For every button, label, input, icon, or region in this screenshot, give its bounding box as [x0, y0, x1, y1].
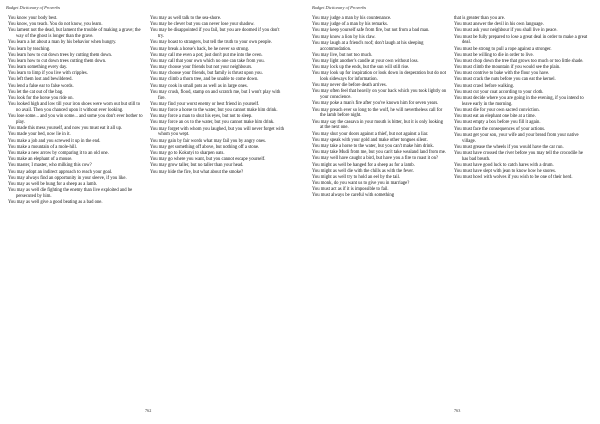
proverb-entry: You may lock up the ends, but the sun will still rise.: [312, 65, 410, 71]
proverb-entry: You might as well try to hold an eel by the tail.: [312, 174, 401, 180]
proverb-entry: You must chop down the tree that grows too much or too little shade.: [454, 58, 584, 64]
proverb-entry: You learn how to cut down trees cutting them down.: [8, 58, 107, 64]
proverb-entry: You may preach ever so long to the wolf, he will nevertheless call for the lamb before night.: [312, 107, 443, 119]
proverb-entry: You must eat an elephant one bite at a time.: [454, 114, 536, 120]
proverb-entry: You must have crossed the river before you may tell the crocodile he has bad breath.: [454, 150, 583, 162]
proverb-entry: You left them lost and bewildered.: [8, 77, 73, 83]
proverb-entry: You might as well be hanged for a sheep as for a lamb.: [312, 162, 415, 168]
proverb-entry: You learn something every day.: [8, 65, 68, 71]
proverb-entry: You may forget with whom you laughed, but you will never forget with whom you wept.: [150, 126, 285, 138]
proverb-entry: You must die for your own sacred conviction.: [454, 108, 540, 114]
proverb-entry: You might as well die with the chills as with the fever.: [312, 168, 414, 174]
proverb-entry: You may choose your friends but not your neighbours.: [150, 65, 253, 71]
proverb-entry: You may call me even a pot; just don't put me into the oven.: [150, 52, 263, 58]
proverb-entry: You made this mess yourself, and now you must eat it all up.: [8, 126, 123, 132]
proverb-entry: You must empty a box before you fill it again.: [454, 120, 541, 126]
proverb-entry: You make an elephant of a mouse.: [8, 157, 73, 163]
proverb-entry: You may poke a man's fire after you've known him for seven years.: [312, 101, 439, 107]
proverb-entry: You may go to Kokutyi to sharpen oats.: [150, 150, 225, 156]
proverb-entry: You may take a horse to the water, but you can't make him drink.: [312, 143, 434, 149]
proverb-entry: You may live, but not too much.: [312, 52, 373, 58]
proverb-entry: You make a job and you screwed it up in the end.: [8, 138, 101, 144]
running-head: Budget Dictionary of Proverbs: [6, 5, 61, 10]
proverb-entry: You may cook in small pots as well as in large ones.: [150, 83, 248, 89]
proverb-entry: You may be clever but you can never lose your shadow.: [150, 22, 255, 28]
proverb-entry: that is greater than you are.: [454, 16, 506, 21]
proverb-entry: You must crawl before walking.: [454, 83, 515, 89]
proverb-entry: You may as well die fighting the enemy than live exploited and be persecuted by him.: [8, 188, 133, 199]
left-page: [0, 0, 296, 424]
proverb-entry: You may take Mudi from me, but you can't take wealand land from me.: [312, 150, 447, 156]
proverb-entry: You learn by teaching.: [8, 46, 51, 52]
proverb-entry: You may as well talk to the sea-shore.: [150, 16, 222, 21]
proverb-entry: You must have good luck to catch hares with a drum.: [454, 162, 554, 168]
proverb-entry: You may force a man to shut his eyes, but not to sleep.: [150, 114, 253, 120]
proverb-entry: You may be disappointed if you fail, but you are doomed if you don't try.: [150, 28, 280, 40]
proverb-entry: You know your body best.: [8, 16, 58, 21]
proverb-entry: You learn to limp if you live with cripples.: [8, 71, 88, 77]
proverb-entry: You may always find an opportunity in your sleeve, if you like.: [8, 175, 127, 181]
proverb-entry: You may crush, flood, stamp on and scratch me, but I won't play with fire.: [150, 89, 281, 101]
proverb-entry: You may know a lion by his claw.: [312, 34, 376, 40]
proverb-entry: You let the cat out of the bag.: [8, 89, 64, 95]
proverb-entry: You may find your worst enemy or best friend in yourself.: [150, 101, 260, 107]
proverb-entry: You may speak with your gold and make other tongues silent.: [312, 137, 428, 143]
proverb-entry: You may force an ox to the water, but you cannot make him drink.: [150, 120, 275, 126]
proverb-entry: You master, I master, who milking this cow?: [8, 163, 92, 169]
proverb-entry: You may say the cassava in your mouth is bitter, but it is only looking at the next one.: [312, 119, 443, 131]
proverb-entry: You must answer the devil in his own language.: [454, 22, 544, 28]
proverb-entry: You must get your son, your wife and your bread from your native village.: [454, 132, 579, 144]
proverb-entry: You lose some... and you win some... and some you don't ever bother to play.: [8, 114, 143, 126]
proverb-entry: You must always be careful with something: [312, 193, 395, 199]
proverb-entry: You may call that your own which no one can take from you.: [150, 58, 265, 64]
proverb-entry: You make a new arrow by comparing it to an old one.: [8, 150, 109, 156]
proverb-entry: You must howl with wolves if you wish to be one of their herd.: [454, 175, 573, 181]
proverb-entry: You must decide where you are going in the evening, if you intend to leave early in the morning.: [454, 96, 584, 107]
page-number: 762: [145, 408, 152, 413]
proverb-entry: You may as well be hung for a sheep as a lamb.: [8, 181, 98, 187]
proverb-entry: You must have slept with jean to know how he snores.: [454, 169, 556, 175]
proverb-entry: You may boast to strangers, but tell the truth to your own people.: [150, 40, 272, 46]
proverb-entry: You may well have caught a bird, but have you a fire to roast it on?: [312, 156, 439, 162]
proverb-entry: You may climb a thorn tree, and be unable to come down.: [150, 77, 259, 83]
proverb-entry: You may look up for inspiration or look down in desperation but do not look sideways for information.: [312, 71, 447, 83]
running-head: Budget Dictionary of Proverbs: [312, 5, 367, 10]
proverb-entry: You may keep yourself safe from fire, but not from a bad man.: [312, 28, 430, 34]
proverb-entry: You look for the horse you ride on.: [8, 96, 74, 102]
proverb-entry: You must ask your neighbour if you shall live in peace.: [454, 28, 558, 34]
proverb-entry: You may get something off above, but nothing off a stone.: [150, 144, 260, 150]
left-page-column-2: [150, 16, 285, 176]
proverb-entry: You may go where you want, but you cannot escape yourself.: [150, 157, 266, 163]
proverb-entry: You may adopt an indirect approach to reach your goal.: [8, 169, 113, 175]
proverb-entry: You must be fully prepared to lose a great deal in order to make a great deal.: [454, 34, 588, 46]
proverb-entry: You monk, do you want us to give you in marriage?: [312, 181, 410, 187]
proverb-entry: You must crack the nuts before you can eat the kernel.: [454, 77, 556, 83]
proverb-entry: You may judge of a man by his remarks.: [312, 22, 388, 28]
proverb-entry: You must be strong to pull a rope against a stronger.: [454, 46, 552, 52]
proverb-entry: You may gain by fair words what may fail you by angry ones.: [150, 138, 267, 144]
proverb-entry: You may light another's candle at your own without loss.: [312, 58, 419, 64]
proverb-entry: You may judge a man by his countenance.: [312, 16, 392, 21]
proverb-entry: You must contrive to bake with the flour you have.: [454, 71, 550, 77]
page-number: 763: [454, 408, 461, 413]
proverb-entry: You must act as if it is impossible to fail.: [312, 187, 389, 193]
proverb-entry: You may laugh at a friend's roof; don't laugh at his sleeping accommodation.: [312, 40, 424, 52]
proverb-entry: You may never die before death arrives.: [312, 83, 387, 89]
proverb-entry: You may shut your doors against a thief, but not against a liar.: [312, 131, 429, 137]
proverb-entry: You lament not the dead, but lament the trouble of making a grave; the way of the ghost is longer than the grave.: [8, 28, 141, 40]
proverb-entry: You made your bed, now lie in it.: [8, 132, 71, 138]
proverb-entry: You must face the consequences of your actions.: [454, 126, 546, 132]
left-page-column-1: [8, 16, 143, 206]
proverb-entry: You must cut your coat according to your cloth.: [454, 89, 544, 95]
right-page: [304, 0, 600, 424]
proverb-entry: You must be willing to die in order to live.: [454, 52, 534, 58]
proverb-entry: You know, you teach. You do not know, you learn.: [8, 22, 103, 28]
proverb-entry: You may force a horse to the water, but you cannot make him drink.: [150, 108, 278, 114]
proverb-entry: You make a mountain of a mole-hill.: [8, 144, 77, 150]
proverb-entry: You must climb the mountain if you would see the plain.: [454, 65, 561, 71]
proverb-entry: You may hide the fire, but what about the smoke?: [150, 169, 244, 175]
proverb-entry: You may often feel that heavily on your back which you took lightly on your conscience.: [312, 89, 447, 101]
proverb-entry: You learn how to cut down trees by cutting them down.: [8, 52, 113, 58]
proverb-entry: You must grease the wheels if you would have the car run.: [454, 144, 564, 150]
proverb-entry: You may grow taller, but no taller than your head.: [150, 163, 244, 169]
right-page-column-2: [454, 16, 589, 182]
proverb-entry: You learn a lot about a man by his behavior when hungry.: [8, 40, 117, 46]
right-page-column-1: [312, 16, 447, 200]
proverb-entry: You lend a false ear to false words.: [8, 83, 74, 89]
proverb-entry: You may as well give a good beating as a bad one.: [8, 200, 103, 206]
proverb-entry: You may choose your friends, but family is thrust upon you.: [150, 71, 263, 77]
proverb-entry: You may break a horse's back, be he never so strong.: [150, 46, 250, 52]
proverb-entry: You looked high and low till your iron shoes were worn out but still to no avail. Then you chanced upon it without ever looking.: [8, 102, 141, 114]
